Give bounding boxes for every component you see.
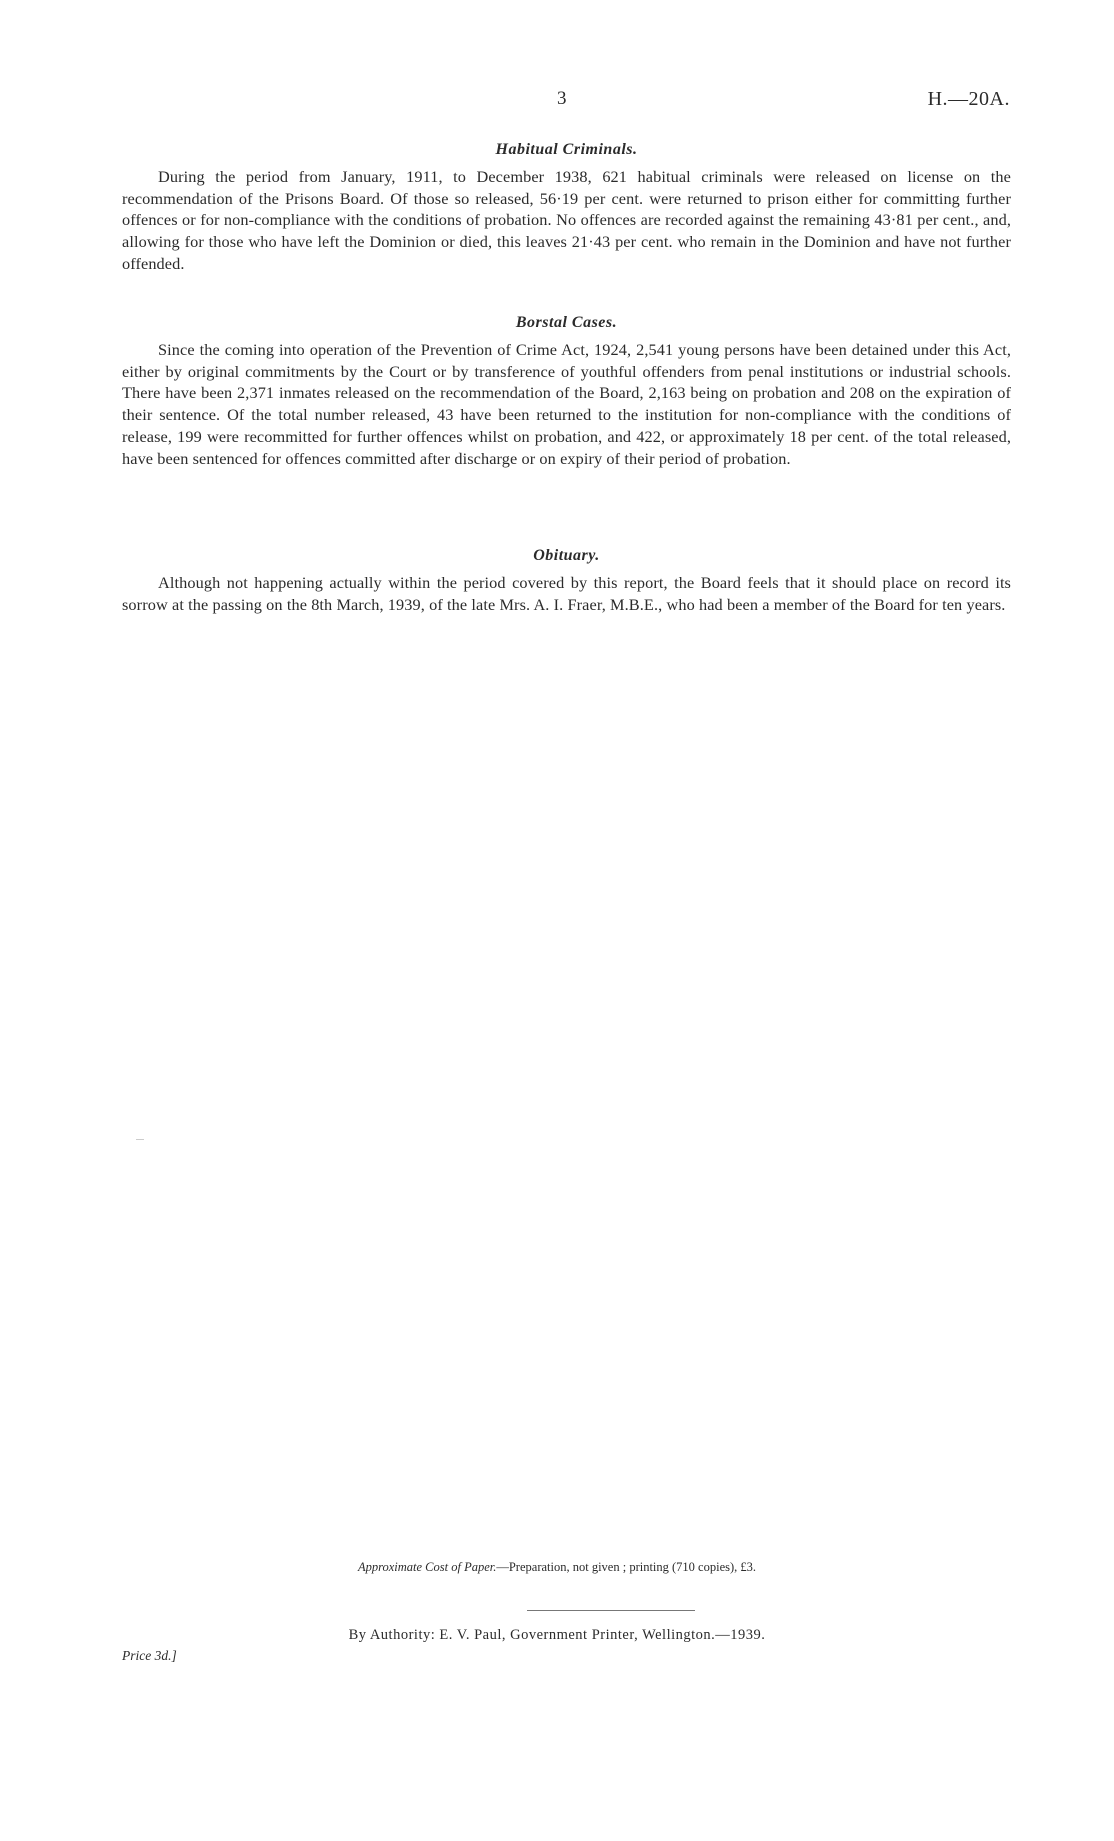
section-paragraph: Although not happening actually within the period covered by this report, the Board feels that it should place on record its sorrow at the passing on the 8th March, 1939, of the late Mrs. A. I. Fraer, M.B.E., who had been a member of the Board for ten years.	[122, 573, 1011, 614]
section-paragraph: During the period from January, 1911, to December 1938, 621 habitual criminals were released on license on the recommendation of the Prisons Board. Of those so released, 56·19 per cent. were returned to prison either for committing further offences or for non-compliance with the conditions of probation. No offences are recorded against the remaining 43·81 per cent., and, allowing for those who have left the Dominion or died, this leaves 21·43 per cent. who remain in the Dominion and have not further offended.	[122, 167, 1011, 273]
scan-speck	[136, 1139, 144, 1140]
cost-label: Approximate Cost of Paper.	[357, 1560, 497, 1574]
section-heading: Obituary.	[533, 547, 600, 564]
footer-divider	[527, 1610, 695, 1611]
price: Price 3d.]	[122, 1648, 177, 1663]
printer-authority: By Authority: E. V. Paul, Government Printer, Wellington.—1939.	[348, 1627, 766, 1643]
page-number: 3	[557, 88, 567, 109]
section-heading: Habitual Criminals.	[495, 141, 638, 158]
section-borstal-cases	[122, 314, 1011, 469]
section-heading: Borstal Cases.	[515, 314, 618, 331]
cost-text: —Preparation, not given ; printing (710 copies), £3.	[496, 1560, 757, 1574]
document-reference: H.—20A.	[927, 88, 1010, 110]
section-paragraph: Since the coming into operation of the Prevention of Crime Act, 1924, 2,541 young persons have been detained under this Act, either by original commitments by the Court or by transference of youthful offenders from penal institutions or industrial schools. There have been 2,371 inmates released on the recommendation of the Board, 2,163 being on probation and 208 on the expiration of their sentence. Of the total number released, 43 have been returned to the institution for non-compliance with the conditions of release, 199 were recommitted for further offences whilst on probation, and 422, or approximately 18 per cent. of the total released, have been sentenced for offences committed after discharge or on expiry of their period of probation.	[122, 340, 1011, 468]
section-habitual-criminals	[122, 141, 1011, 275]
section-obituary	[122, 547, 1011, 615]
cost-of-paper-note	[0, 1560, 1114, 1575]
